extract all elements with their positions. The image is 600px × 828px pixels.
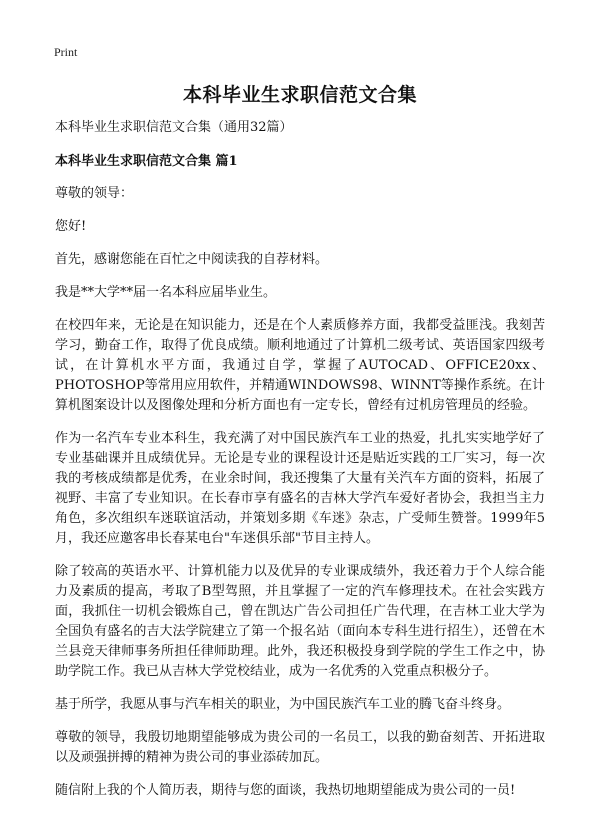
salutation: 尊敬的领导： [55, 186, 134, 201]
body-paragraph: 首先，感谢您能在百忙之中阅读我的自荐材料。 [55, 252, 329, 267]
body-paragraph: 作为一名汽车专业本科生，我充满了对中国民族汽车工业的热爱，扎扎实实地学好了专业基础课并且成绩优异。无论是专业的课程设计还是贴近实践的工厂实习，每一次我的考核成绩都是优秀，在业余时间，我还搜集了大量有关汽车方面的资料，拓展了视野、丰富了专业知识。在长春市享有盛名的吉林大学汽车爱好者协会，我担当主力角色，多次组织车迷联谊活动，并策划多期《车迷》杂志，广受师生赞誉。1999年5月，我还应邀客串长春某电台"车迷俱乐部"节目主持人。 [55, 431, 545, 546]
greeting: 您好! [55, 219, 87, 234]
body-paragraph: 除了较高的英语水平、计算机能力以及优异的专业课成绩外，我还着力于个人综合能力及素质的提高，考取了B型驾照，并且掌握了一定的汽车修理技术。在社会实践方面，我抓住一切机会锻炼自己，曾在凯达广告公司担任广告代理，在吉林工业大学为全国负有盛名的吉大法学院建立了第一个报名站（面向本专科生进行招生），还曾在木兰县竞天律师事务所担任律师助理。此外，我还积极投身到学院的学生工作之中，协助学院工作。我已从吉林大学党校结业，成为一名优秀的入党重点积极分子。 [55, 564, 545, 679]
print-link[interactable]: Print [54, 45, 78, 59]
document-subtitle: 本科毕业生求职信范文合集（通用32篇） [55, 120, 293, 135]
document-title: 本科毕业生求职信范文合集 [182, 84, 417, 106]
body-paragraph: 尊敬的领导，我殷切地期望能够成为贵公司的一名员工，以我的勤奋刻苦、开拓进取以及顽强拼搏的精神为贵公司的事业添砖加瓦。 [55, 730, 545, 765]
section-heading: 本科毕业生求职信范文合集 篇1 [55, 154, 238, 169]
body-paragraph: 基于所学，我愿从事与汽车相关的职业，为中国民族汽车工业的腾飞奋斗终身。 [55, 697, 511, 712]
body-paragraph: 在校四年来，无论是在知识能力，还是在个人素质修养方面，我都受益匪浅。我刻苦学习，勤奋工作，取得了优良成绩。顺利地通过了计算机二级考试、英语国家四级考试，在计算机水平方面，我通过自学，掌握了AUTOCAD、OFFICE20xx、PHOTOSHOP等常用应用软件，并精通WINDOWS98、WINNT等操作系统。在计算机图案设计以及图像处理和分析方面也有一定专长，曾经有过机房管理员的经验。 [55, 318, 545, 413]
document-body [55, 118, 545, 814]
closing-paragraph: 随信附上我的个人简历表，期待与您的面谈，我热切地期望能成为贵公司的一员! [55, 783, 516, 798]
body-paragraph: 我是**大学**届一名本科应届毕业生。 [55, 285, 277, 300]
